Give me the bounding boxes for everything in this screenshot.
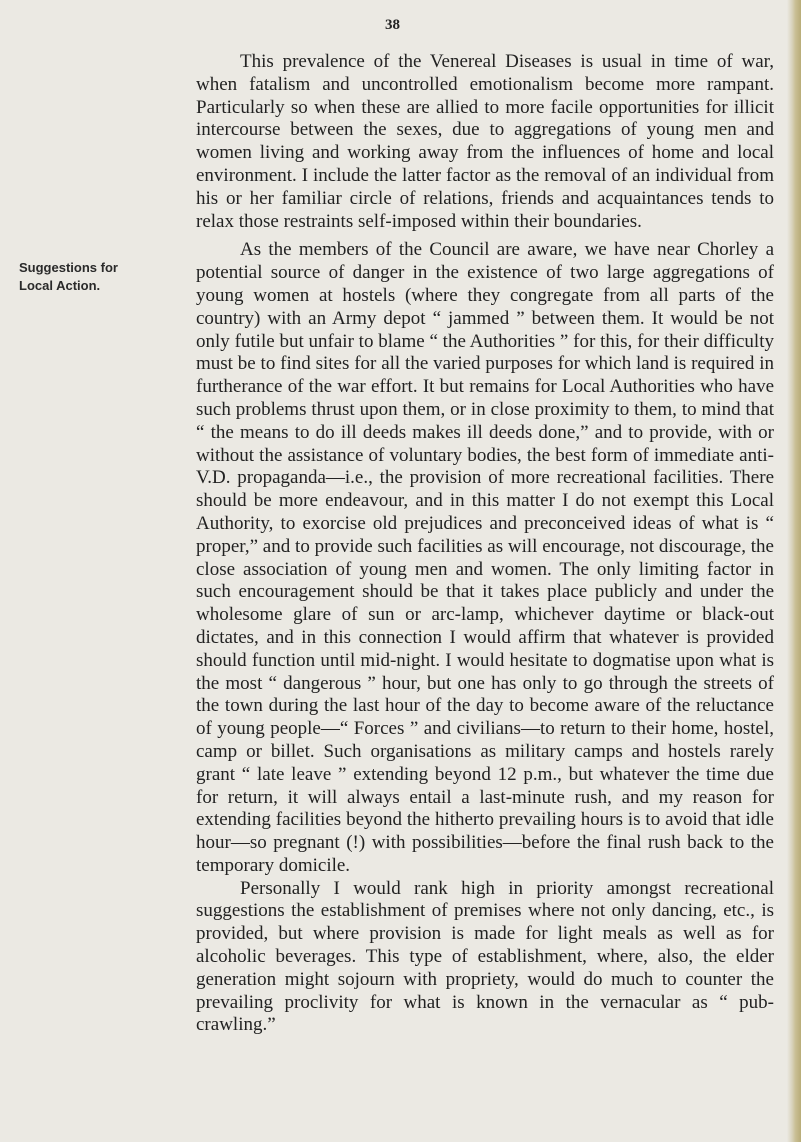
paragraph-prevalence: This prevalence of the Venereal Diseases is usual in time of war, when fatalism and uncontrolled emotionalism become more rampant. Particularly so when these are allied to more facile opportunities for illicit intercourse between the sexes, due to aggregations of young men and women living and working away from the influences of home and local environment. I include the latter factor as the removal of an individual from his or her familiar circle of relations, friends and acquaintances tends to relax those restraints self-imposed within their boundaries. [196,51,774,232]
paragraph-recreational-premises: Personally I would rank high in priority amongst recreational suggestions the establishment of premises where not only dancing, etc., is provided, but where provision is made for light meals as well as for alcoholic beverages. This type of establishment, where, also, the elder generation might sojourn with propriety, would do much to counter the prevailing proclivity for what is known in the vernacular as “ pub-crawling.” [196,877,774,1036]
body-text [196,51,774,1037]
margin-heading-line-1: Suggestions for [19,260,118,275]
margin-heading-line-2: Local Action. [19,278,101,293]
page-edge-shadow [787,0,801,1142]
paragraph-chorley-hostels: As the members of the Council are aware, we have near Chorley a potential source of danger in the existence of two large aggregations of young women at hostels (where they congregate from all parts of the country) with an Army depot “ jammed ” between them. It would be not only futile but unfair to blame “ the Authorities ” for this, for their difficulty must be to find sites for all the varied purposes for which land is required in furtherance of the war effort. It but remains for Local Authorities who have such problems thrust upon them, or in close proximity to them, to mind that “ the means to do ill deeds makes ill deeds done,” and to provide, with or without the assistance of voluntary bodies, the best form of immediate anti-V.D. propaganda—i.e., the provision of more recreational facilities. There should be more endeavour, and in this matter I do not exempt this Local Authority, to exorcise old prejudices and preconceived ideas of what is “ proper,” and to provide such facilities as will encourage, not discourage, the close association of young men and women. The only limiting factor in such encouragement should be that it takes place publicly and under the wholesome glare of sun or arc-lamp, whichever daytime or black-out dictates, and in this connection I would affirm that whatever is provided should function until mid-night. I would hesitate to dogmatise upon what is the most “ dangerous ” hour, but one has only to go through the streets of the town during the last hour of the day to become aware of the reluctance of young people—“ Forces ” and civilians—to return to their home, hostel, camp or billet. Such organisations as military camps and hostels rarely grant “ late leave ” extending beyond 12 p.m., but whatever the time due for return, it will always entail a last-minute rush, and my reason for extending facilities beyond the hitherto prevailing hours is to avoid that idle hour—so pregnant (!) with possibilities—before the final rush back to the temporary domicile. [196,239,774,876]
margin-heading [19,259,179,295]
page-number: 38 [385,17,400,33]
